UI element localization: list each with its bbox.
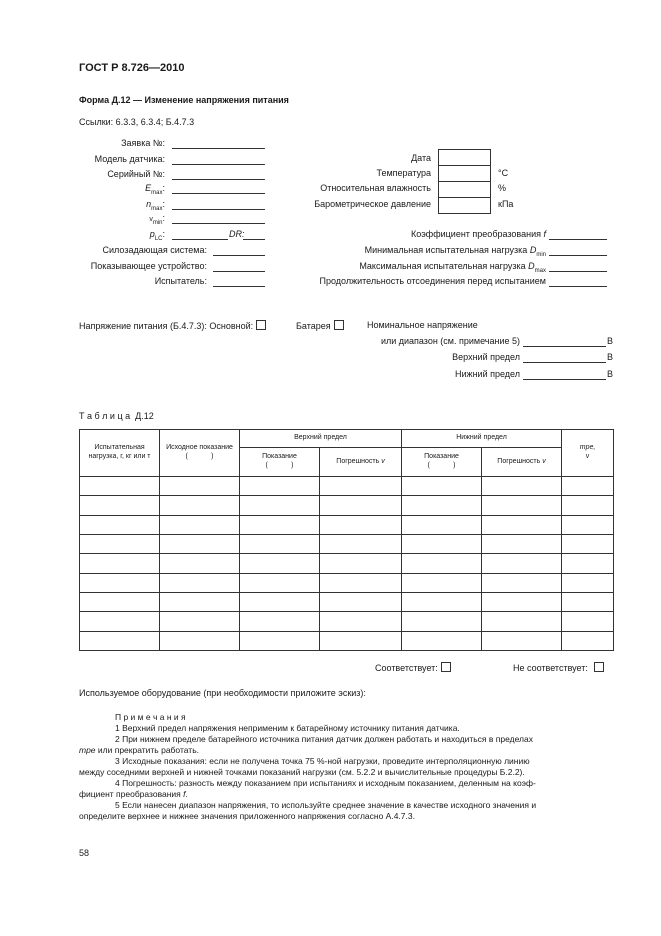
table-cell[interactable]	[240, 534, 320, 553]
temperature-label: Температура	[376, 168, 431, 178]
note-5a: 5 Если нанесен диапазон напряжения, то используйте среднее значение в качестве исходного значения и	[115, 800, 537, 810]
table-cell[interactable]	[562, 592, 614, 611]
p-lc-label: $p_{LC}$:	[149, 229, 165, 242]
table-cell[interactable]	[562, 515, 614, 534]
table-cell[interactable]	[402, 554, 482, 573]
table-cell[interactable]	[320, 534, 402, 553]
table-cell[interactable]	[160, 554, 240, 573]
humidity-box[interactable]	[438, 181, 491, 198]
not-complies-option: Не соответствует:	[513, 662, 604, 673]
upper-limit-field[interactable]	[523, 362, 606, 363]
table-row	[80, 592, 614, 611]
temperature-box[interactable]	[438, 165, 491, 182]
n-max-label: $n_{max}$:	[146, 199, 165, 212]
table-cell[interactable]	[402, 534, 482, 553]
table-cell[interactable]	[320, 477, 402, 496]
humidity-unit: %	[498, 183, 507, 193]
table-cell[interactable]	[482, 534, 562, 553]
p-lc-field[interactable]	[172, 239, 228, 240]
sensor-model-field[interactable]	[172, 164, 265, 165]
pressure-label: Барометрическое давление	[314, 199, 431, 209]
dr-field[interactable]	[243, 239, 265, 240]
date-box[interactable]	[438, 149, 491, 166]
equipment-label: Используемое оборудование (при необходимости приложите эскиз):	[79, 688, 366, 698]
complies-checkbox[interactable]	[441, 662, 451, 672]
note-2a: 2 При нижнем пределе батарейного источника питания датчик должен работать и находиться в пределах	[115, 734, 533, 744]
lower-reading-header: Показание ( )	[402, 448, 482, 477]
lower-limit-label: Нижний предел	[455, 369, 520, 379]
table-cell[interactable]	[80, 612, 160, 631]
table-cell[interactable]	[402, 573, 482, 592]
table-cell[interactable]	[562, 612, 614, 631]
table-cell[interactable]	[80, 592, 160, 611]
indicating-device-field[interactable]	[213, 271, 265, 272]
table-caption: Т а б л и ц а Д.12	[79, 411, 154, 421]
conversion-field[interactable]	[549, 239, 607, 240]
range-unit: В	[607, 336, 614, 346]
table-row	[80, 477, 614, 496]
lower-limit-unit: В	[607, 369, 614, 379]
col-load-header: Испытательная нагрузка, г, кг или т	[80, 430, 160, 477]
note-3a: 3 Исходные показания: если не получена точка 75 %-ной нагрузки, проведите интерполяционную линию	[115, 756, 530, 766]
note-3b: между соседними верхней и нижней точками показаний нагрузки (см. 5.2.2 и вычислительные процедуры Б.2.2).	[79, 767, 525, 777]
table-cell[interactable]	[80, 573, 160, 592]
humidity-label: Относительная влажность	[320, 183, 431, 193]
upper-reading-header: Показание ( )	[240, 448, 320, 477]
upper-error-header: Погрешность v	[320, 448, 402, 477]
table-cell[interactable]	[320, 573, 402, 592]
table-cell[interactable]	[482, 515, 562, 534]
table-cell[interactable]	[402, 496, 482, 515]
table-cell[interactable]	[240, 631, 320, 650]
table-cell[interactable]	[320, 592, 402, 611]
table-cell[interactable]	[160, 592, 240, 611]
table-cell[interactable]	[240, 592, 320, 611]
v-min-field[interactable]	[172, 223, 265, 224]
results-table	[79, 429, 614, 651]
table-cell[interactable]	[482, 631, 562, 650]
table-cell[interactable]	[402, 592, 482, 611]
v-min-label: $v_{min}$:	[149, 213, 165, 226]
date-label: Дата	[411, 153, 431, 163]
table-cell[interactable]	[402, 631, 482, 650]
application-no-field[interactable]	[172, 148, 265, 149]
references: Ссылки: 6.3.3, 6.3.4; Б.4.7.3	[79, 117, 195, 127]
table-cell[interactable]	[160, 477, 240, 496]
table-cell[interactable]	[562, 477, 614, 496]
table-cell[interactable]	[482, 573, 562, 592]
page-number: 58	[79, 848, 90, 858]
table-row	[80, 534, 614, 553]
min-load-label: Минимальная испытательная нагрузка $D_{min}$	[364, 245, 546, 258]
n-max-field[interactable]	[172, 209, 265, 210]
table-cell[interactable]	[562, 534, 614, 553]
table-cell[interactable]	[320, 496, 402, 515]
conversion-label: Коэффициент преобразования f	[410, 229, 546, 239]
table-cell[interactable]	[160, 573, 240, 592]
table-row	[80, 554, 614, 573]
table-cell[interactable]	[482, 612, 562, 631]
serial-no-label: Серийный №:	[107, 169, 165, 179]
disconnect-label: Продолжительность отсоединения перед испытанием	[319, 276, 546, 286]
max-load-label: Максимальная испытательная нагрузка $D_{max}$	[359, 261, 546, 274]
battery-checkbox[interactable]	[334, 320, 344, 330]
table-cell[interactable]	[240, 496, 320, 515]
table-cell[interactable]	[562, 496, 614, 515]
table-cell[interactable]	[482, 554, 562, 573]
table-cell[interactable]	[402, 612, 482, 631]
tester-label: Испытатель:	[154, 276, 207, 286]
notes-section	[79, 712, 613, 822]
pressure-box[interactable]	[438, 197, 491, 214]
note-5b: определите верхнее и нижнее значения приложенного напряжения согласно А.4.7.3.	[79, 811, 415, 821]
table-cell[interactable]	[240, 554, 320, 573]
sensor-model-label: Модель датчика:	[94, 154, 165, 164]
pressure-unit: кПа	[498, 199, 514, 209]
complies-option: Соответствует:	[375, 662, 451, 673]
tester-field[interactable]	[213, 286, 265, 287]
indicating-device-label: Показывающее устройство:	[90, 261, 207, 271]
notes-title: П р и м е ч а н и я	[115, 712, 186, 722]
table-cell[interactable]	[160, 534, 240, 553]
not-complies-checkbox[interactable]	[594, 662, 604, 672]
table-cell[interactable]	[160, 515, 240, 534]
table-row	[80, 631, 614, 650]
upper-limit-header: Верхний предел	[240, 430, 402, 448]
max-load-field[interactable]	[549, 271, 607, 272]
table-cell[interactable]	[240, 515, 320, 534]
table-cell[interactable]	[80, 631, 160, 650]
e-max-field[interactable]	[172, 193, 265, 194]
table-row	[80, 573, 614, 592]
min-load-field[interactable]	[549, 255, 607, 256]
load-system-field[interactable]	[213, 255, 265, 256]
mpe-header: mpe, v	[562, 430, 614, 477]
nominal-voltage-label: Номинальное напряжение	[367, 320, 478, 330]
note-2b: mpe или прекратить работать.	[79, 745, 199, 755]
dr-label: DR:	[229, 229, 245, 239]
table-cell[interactable]	[402, 477, 482, 496]
table-row	[80, 496, 614, 515]
table-cell[interactable]	[482, 496, 562, 515]
table-cell[interactable]	[240, 477, 320, 496]
note-4a: 4 Погрешность: разность между показанием при испытаниях и исходным показанием, деленным на коэф-	[115, 778, 536, 788]
table-cell[interactable]	[320, 612, 402, 631]
table-cell[interactable]	[80, 515, 160, 534]
table-cell[interactable]	[80, 554, 160, 573]
range-label: или диапазон (см. примечание 5)	[380, 336, 520, 346]
form-title: Форма Д.12 — Изменение напряжения питания	[79, 95, 289, 105]
table-row	[80, 515, 614, 534]
table-cell[interactable]	[240, 612, 320, 631]
battery-option: Батарея	[296, 320, 344, 331]
table-cell[interactable]	[562, 554, 614, 573]
temperature-unit: °С	[498, 168, 509, 178]
table-cell[interactable]	[160, 631, 240, 650]
lower-error-header: Погрешность v	[482, 448, 562, 477]
standard-header: ГОСТ Р 8.726—2010	[79, 62, 185, 74]
table-cell[interactable]	[402, 515, 482, 534]
range-field[interactable]	[523, 346, 606, 347]
table-cell[interactable]	[482, 592, 562, 611]
table-cell[interactable]	[80, 477, 160, 496]
lower-limit-header: Нижний предел	[402, 430, 562, 448]
supply-label: Напряжение питания (Б.4.7.3): Основной:	[79, 320, 266, 331]
table-cell[interactable]	[482, 477, 562, 496]
note-1: 1 Верхний предел напряжения неприменим к батарейному источнику питания датчика.	[115, 723, 460, 733]
upper-limit-label: Верхний предел	[452, 352, 520, 362]
col-initial-header: Исходное показание ( )	[160, 430, 240, 477]
table-cell[interactable]	[80, 534, 160, 553]
disconnect-field[interactable]	[549, 286, 607, 287]
table-row	[80, 612, 614, 631]
table-cell[interactable]	[562, 631, 614, 650]
table-cell[interactable]	[80, 496, 160, 515]
table-cell[interactable]	[320, 554, 402, 573]
serial-no-field[interactable]	[172, 179, 265, 180]
upper-limit-unit: В	[607, 352, 614, 362]
table-cell[interactable]	[240, 573, 320, 592]
application-no-label: Заявка №:	[121, 138, 165, 148]
lower-limit-field[interactable]	[523, 379, 606, 380]
table-cell[interactable]	[160, 612, 240, 631]
table-cell[interactable]	[160, 496, 240, 515]
note-4b: фициент преобразования f.	[79, 789, 188, 799]
table-cell[interactable]	[320, 515, 402, 534]
table-cell[interactable]	[320, 631, 402, 650]
load-system-label: Силозадающая система:	[102, 245, 207, 255]
main-supply-checkbox[interactable]	[256, 320, 266, 330]
e-max-label: $E_{max}$:	[145, 183, 165, 196]
table-cell[interactable]	[562, 573, 614, 592]
